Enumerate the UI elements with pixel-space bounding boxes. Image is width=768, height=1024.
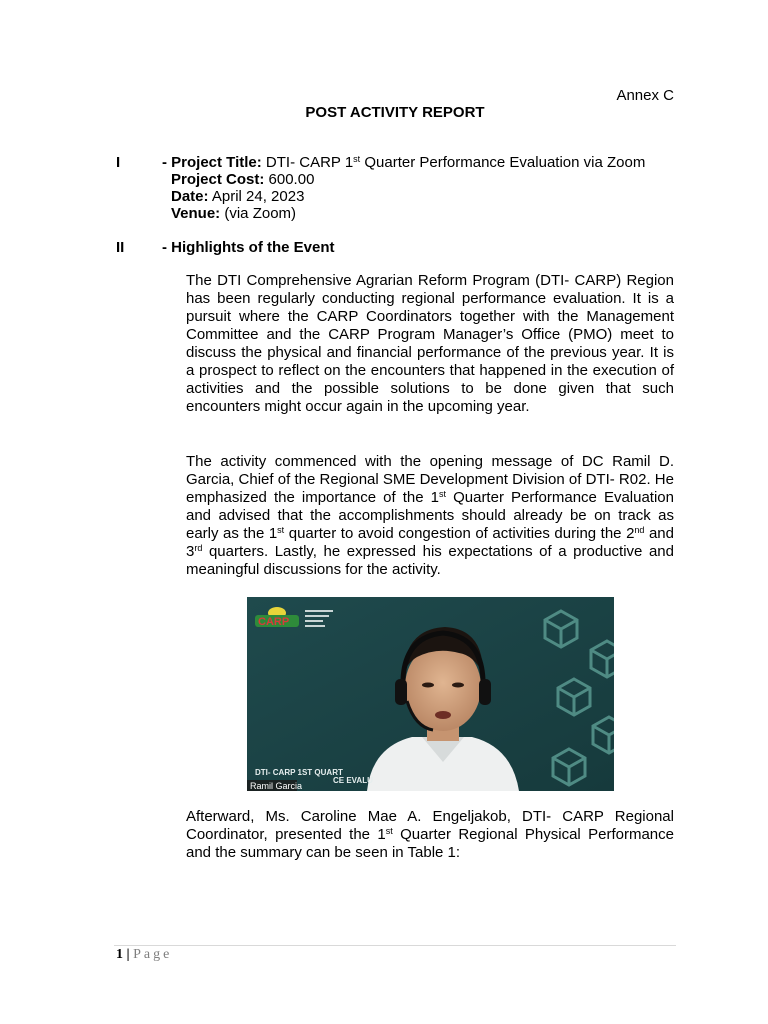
banner-line-1: DTI- CARP 1ST QUART [255,768,343,777]
p3-text-2: Quarter Regional Physical Performance and the summary can be seen in Table 1: [186,826,674,861]
p2-text-4: and 3 [186,525,674,560]
date-value: April 24, 2023 [211,188,305,205]
page-number: 1 [116,947,123,962]
project-title-value-pre: DTI- CARP 1 [265,154,354,171]
annex-label: Annex C [616,87,674,104]
p3-text-1: Afterward, Ms. Caroline Mae A. Engeljakob, DTI- CARP Regional Coordinator, presented the 1 [186,808,674,843]
page-label: Page [133,947,173,962]
p2-sup-1: st [439,489,447,499]
project-cost-label: Project Cost: [171,171,265,188]
project-title-row [162,154,645,171]
date-row [162,188,645,205]
p3-sup-1: st [385,826,393,836]
report-title: POST ACTIVITY REPORT [305,104,485,121]
zoom-screenshot-photo [247,597,614,791]
section-1-details [162,154,645,222]
venue-label: Venue: [171,205,221,222]
p2-text-1: The activity commenced with the opening message of DC Ramil D. Garcia, Chief of the Regional SME Development Division of DTI- R02. He emphasized the importance of the 1 [186,453,674,506]
p2-text-5: quarters. Lastly, he expressed his expectations of a productive and meaningful discussions for the activity. [186,543,674,578]
p2-sup-3: nd [634,525,645,535]
banner-line-2: CE EVALU [333,776,373,785]
date-label: Date: [171,188,209,205]
section-2-heading: - Highlights of the Event [162,239,335,256]
paragraph-1: The DTI Comprehensive Agrarian Reform Program (DTI- CARP) Region has been regularly conducting regional performance evaluation. It is a pursuit where the CARP Coordinators together with the Management Committee and the CARP Program Manager’s Office (PMO) meet to discuss the physical and financial performance of the previous year. It is a prospect to reflect on the encounters that happened in the execution of activities and the possible solutions to be done given that such encounters might occur again in the upcoming year. [186,272,674,415]
venue-row [162,205,645,222]
page-footer [116,947,172,963]
p2-text-3: quarter to avoid congestion of activities during the 2 [284,525,635,542]
section-1-numeral: I [116,154,121,171]
carp-logo-text: CARP [258,616,290,628]
page-separator: | [126,947,130,962]
p2-text-2: Quarter Performance Evaluation and advised that the accomplishments should already be on track as early as the 1 [186,489,674,542]
project-title-sup: st [353,154,361,164]
venue-value: (via Zoom) [224,205,297,222]
participant-name-tag: Ramil Garcia [250,781,303,791]
project-title-label: - Project Title: [162,154,262,171]
project-title-value-post: Quarter Performance Evaluation via Zoom [364,154,646,171]
paragraph-2 [186,453,674,579]
zoom-screenshot-illustration [247,597,614,791]
section-2-numeral: II [116,239,125,256]
p2-sup-2: st [277,525,285,535]
project-cost-row [162,171,645,188]
footer-divider [114,945,676,946]
paragraph-3 [186,808,674,862]
p2-sup-4: rd [194,543,203,553]
project-cost-value: 600.00 [268,171,315,188]
